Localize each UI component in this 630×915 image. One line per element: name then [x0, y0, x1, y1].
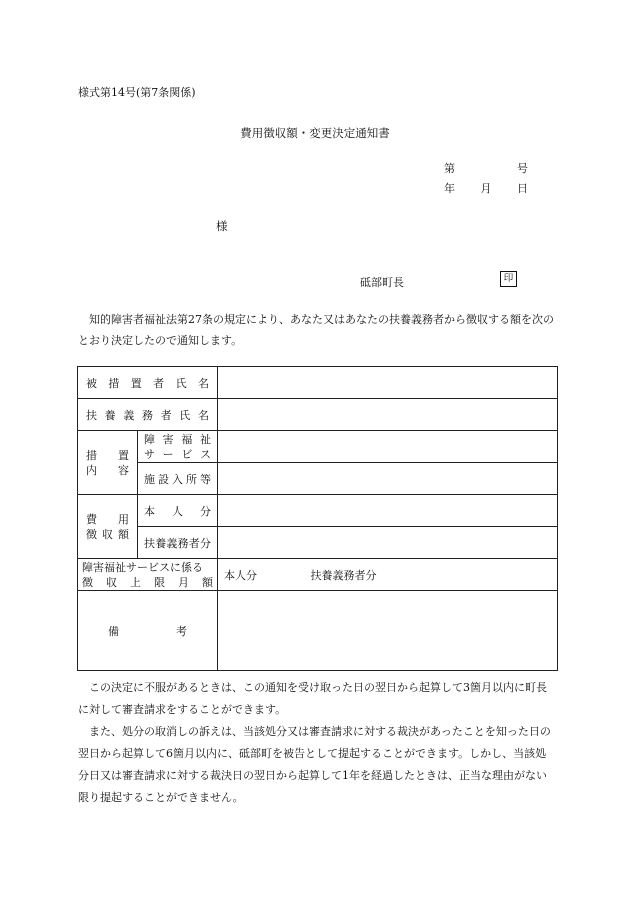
measure-content-label [78, 431, 138, 495]
notice-table [77, 366, 558, 671]
table-row [78, 527, 558, 559]
appeal-note-1: この決定に不服があるときは、この通知を受け取った日の翌日から起算して3箇月以内に町長に対して審査請求をすることができます。 [78, 681, 547, 716]
remarks-text: 備 考 [108, 624, 187, 638]
remarks-value[interactable] [218, 591, 558, 671]
guardian-name-value[interactable] [218, 399, 558, 431]
issuer: 砥部町長 [360, 276, 404, 289]
self-portion-value[interactable] [218, 495, 558, 527]
welfare-line1: 障 害 福 祉 [144, 432, 211, 446]
facility-value[interactable] [218, 463, 558, 495]
date-day: 日 [517, 182, 528, 195]
table-row [78, 559, 558, 591]
date-month: 月 [480, 182, 492, 195]
document-number [444, 160, 528, 176]
welfare-line2: サ ー ビ ス [144, 447, 211, 461]
self-portion-label [138, 495, 218, 527]
fee-line1: 費 用 [86, 512, 129, 526]
limit-line2: 徴 収 上 限 月 額 [82, 575, 213, 589]
facility-text: 施 設 入 所 等 [144, 472, 211, 486]
guardian-portion-label [138, 527, 218, 559]
number-prefix: 第 [444, 162, 455, 175]
welfare-service-label [138, 431, 218, 463]
seal-mark: 印 [500, 271, 517, 287]
fee-amount-label [78, 495, 138, 559]
appeal-notes [78, 677, 556, 809]
fee-line2: 徴 収 額 [86, 527, 129, 541]
limit-line1: 障害福祉サービスに係る [82, 560, 203, 574]
self-portion-text: 本 人 分 [144, 504, 211, 518]
table-row [78, 591, 558, 671]
subject-name-label: 被 措 置 者 氏 名 [86, 376, 209, 390]
table-row [78, 431, 558, 463]
table-row [78, 399, 558, 431]
limit-self-label: 本人分 [224, 568, 257, 582]
table-row [78, 495, 558, 527]
limit-guardian-label: 扶養義務者分 [310, 568, 377, 582]
form-number: 様式第14号(第7条関係) [78, 86, 196, 99]
remarks-label [78, 591, 218, 671]
guardian-name-label: 扶 養 義 務 者 氏 名 [86, 408, 209, 422]
subject-name-value[interactable] [218, 367, 558, 399]
table-row [78, 463, 558, 495]
table-row [78, 367, 558, 399]
appeal-note-2: また、処分の取消しの訴えは、当該処分又は審査請求に対する裁決があったことを知った日の翌日から起算して6箇月以内に、砥部町を被告として提起することができます。しかし、当該処分日又は審査請求に対する裁決日の翌日から起算して1年を経過したときは、正当な理由がない限り提起することができません。 [78, 725, 551, 804]
measure-line1: 措 置 [86, 448, 129, 462]
label-cell [78, 399, 218, 431]
label-cell [78, 367, 218, 399]
guardian-portion-value[interactable] [218, 527, 558, 559]
intro-paragraph: 知的障害者福祉法第27条の規定により、あなた又はあなたの扶養義務者から徴収する額を次のとおり決定したので通知します。 [78, 313, 554, 347]
limit-label [78, 559, 218, 591]
facility-label [138, 463, 218, 495]
limit-value[interactable] [218, 559, 558, 591]
welfare-service-value[interactable] [218, 431, 558, 463]
number-suffix: 号 [517, 162, 528, 175]
measure-line2: 内 容 [86, 463, 129, 477]
issue-date [444, 180, 528, 196]
date-year: 年 [444, 182, 455, 195]
guardian-portion-text: 扶 養 義 務 者 分 [144, 536, 211, 550]
document-title: 費用徴収額・変更決定通知書 [240, 126, 390, 140]
addressee-suffix: 様 [216, 219, 228, 233]
